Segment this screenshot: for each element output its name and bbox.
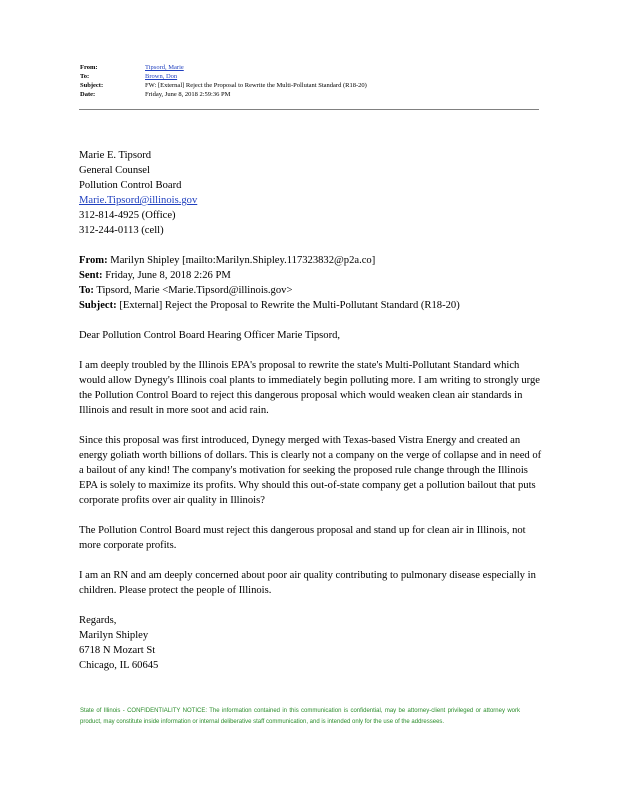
to-label: To: <box>80 73 90 80</box>
signature-org: Pollution Control Board <box>79 180 182 191</box>
email-header <box>80 64 540 104</box>
sender-street: 6718 N Mozart St <box>79 645 156 656</box>
forwarded-sent-label: Sent: <box>79 270 103 281</box>
closing: Regards, <box>79 615 117 626</box>
subject-value: FW: [External] Reject the Proposal to Rewrite the Multi-Pollutant Standard (R18-20) <box>145 82 367 89</box>
forwarded-sent: Sent: Friday, June 8, 2018 2:26 PM <box>79 270 231 281</box>
email-body <box>79 148 544 673</box>
forwarded-subject-label: Subject: <box>79 300 117 311</box>
forwarded-subject: Subject: [External] Reject the Proposal to Rewrite the Multi-Pollutant Standard (R18-20) <box>79 300 460 311</box>
paragraph-3: The Pollution Control Board must reject this dangerous proposal and stand up for clean air in Illinois, not more corporate profits. <box>79 525 526 551</box>
signature-office-phone: 312-814-4925 (Office) <box>79 210 176 221</box>
from-value[interactable]: Tipsord, Marie <box>145 64 184 71</box>
paragraph-2: Since this proposal was first introduced, Dynegy merged with Texas-based Vistra Energy and created an energy goliath worth billions of dollars. This is clearly not a company on the verge of collapse and in need of a bailout of any kind! The company's motivation for seeking the proposed rule change through the Illinois EPA is solely to maximize its profits. Why should this out-of-state company get a pollution bailout that puts corporate profits over air quality in Illinois? <box>79 435 542 506</box>
forwarded-from-label: From: <box>79 255 108 266</box>
forwarded-to-label: To: <box>79 285 94 296</box>
signature-cell-phone: 312-244-0113 (cell) <box>79 225 164 236</box>
date-value: Friday, June 8, 2018 2:59:36 PM <box>145 91 231 98</box>
paragraph-4: I am an RN and am deeply concerned about poor air quality contributing to pulmonary disease especially in children. Please protect the people of Illinois. <box>79 570 536 596</box>
to-value[interactable]: Brown, Don <box>145 73 178 80</box>
subject-label: Subject: <box>80 82 104 89</box>
signature-name: Marie E. Tipsord <box>79 150 152 161</box>
sender-name: Marilyn Shipley <box>79 630 149 641</box>
from-label: From: <box>80 64 98 71</box>
header-divider <box>79 109 539 110</box>
confidentiality-notice: State of Illinois - CONFIDENTIALITY NOTICE: The information contained in this communication is confidential, may be attorney-client privileged or attorney work product, may constitute inside information or internal deliberative staff communication, and is intended only for the use of the addressees. <box>80 708 520 725</box>
paragraph-1: I am deeply troubled by the Illinois EPA's proposal to rewrite the state's Multi-Pollutant Standard which would allow Dynegy's Illinois coal plants to immediately begin polluting more. I am writing to strongly urge the Pollution Control Board to reject this dangerous proposal which would weaken clean air standards in Illinois and result in more soot and acid rain. <box>79 360 541 416</box>
forwarded-to: To: Tipsord, Marie <Marie.Tipsord@illinois.gov> <box>79 285 293 296</box>
sender-city: Chicago, IL 60645 <box>79 660 159 671</box>
date-label: Date: <box>80 91 96 98</box>
signature-title: General Counsel <box>79 165 150 176</box>
signature-email-link[interactable]: Marie.Tipsord@illinois.gov <box>79 195 198 206</box>
salutation: Dear Pollution Control Board Hearing Officer Marie Tipsord, <box>79 330 341 341</box>
forwarded-from: From: Marilyn Shipley [mailto:Marilyn.Shipley.117323832@p2a.co] <box>79 255 376 266</box>
